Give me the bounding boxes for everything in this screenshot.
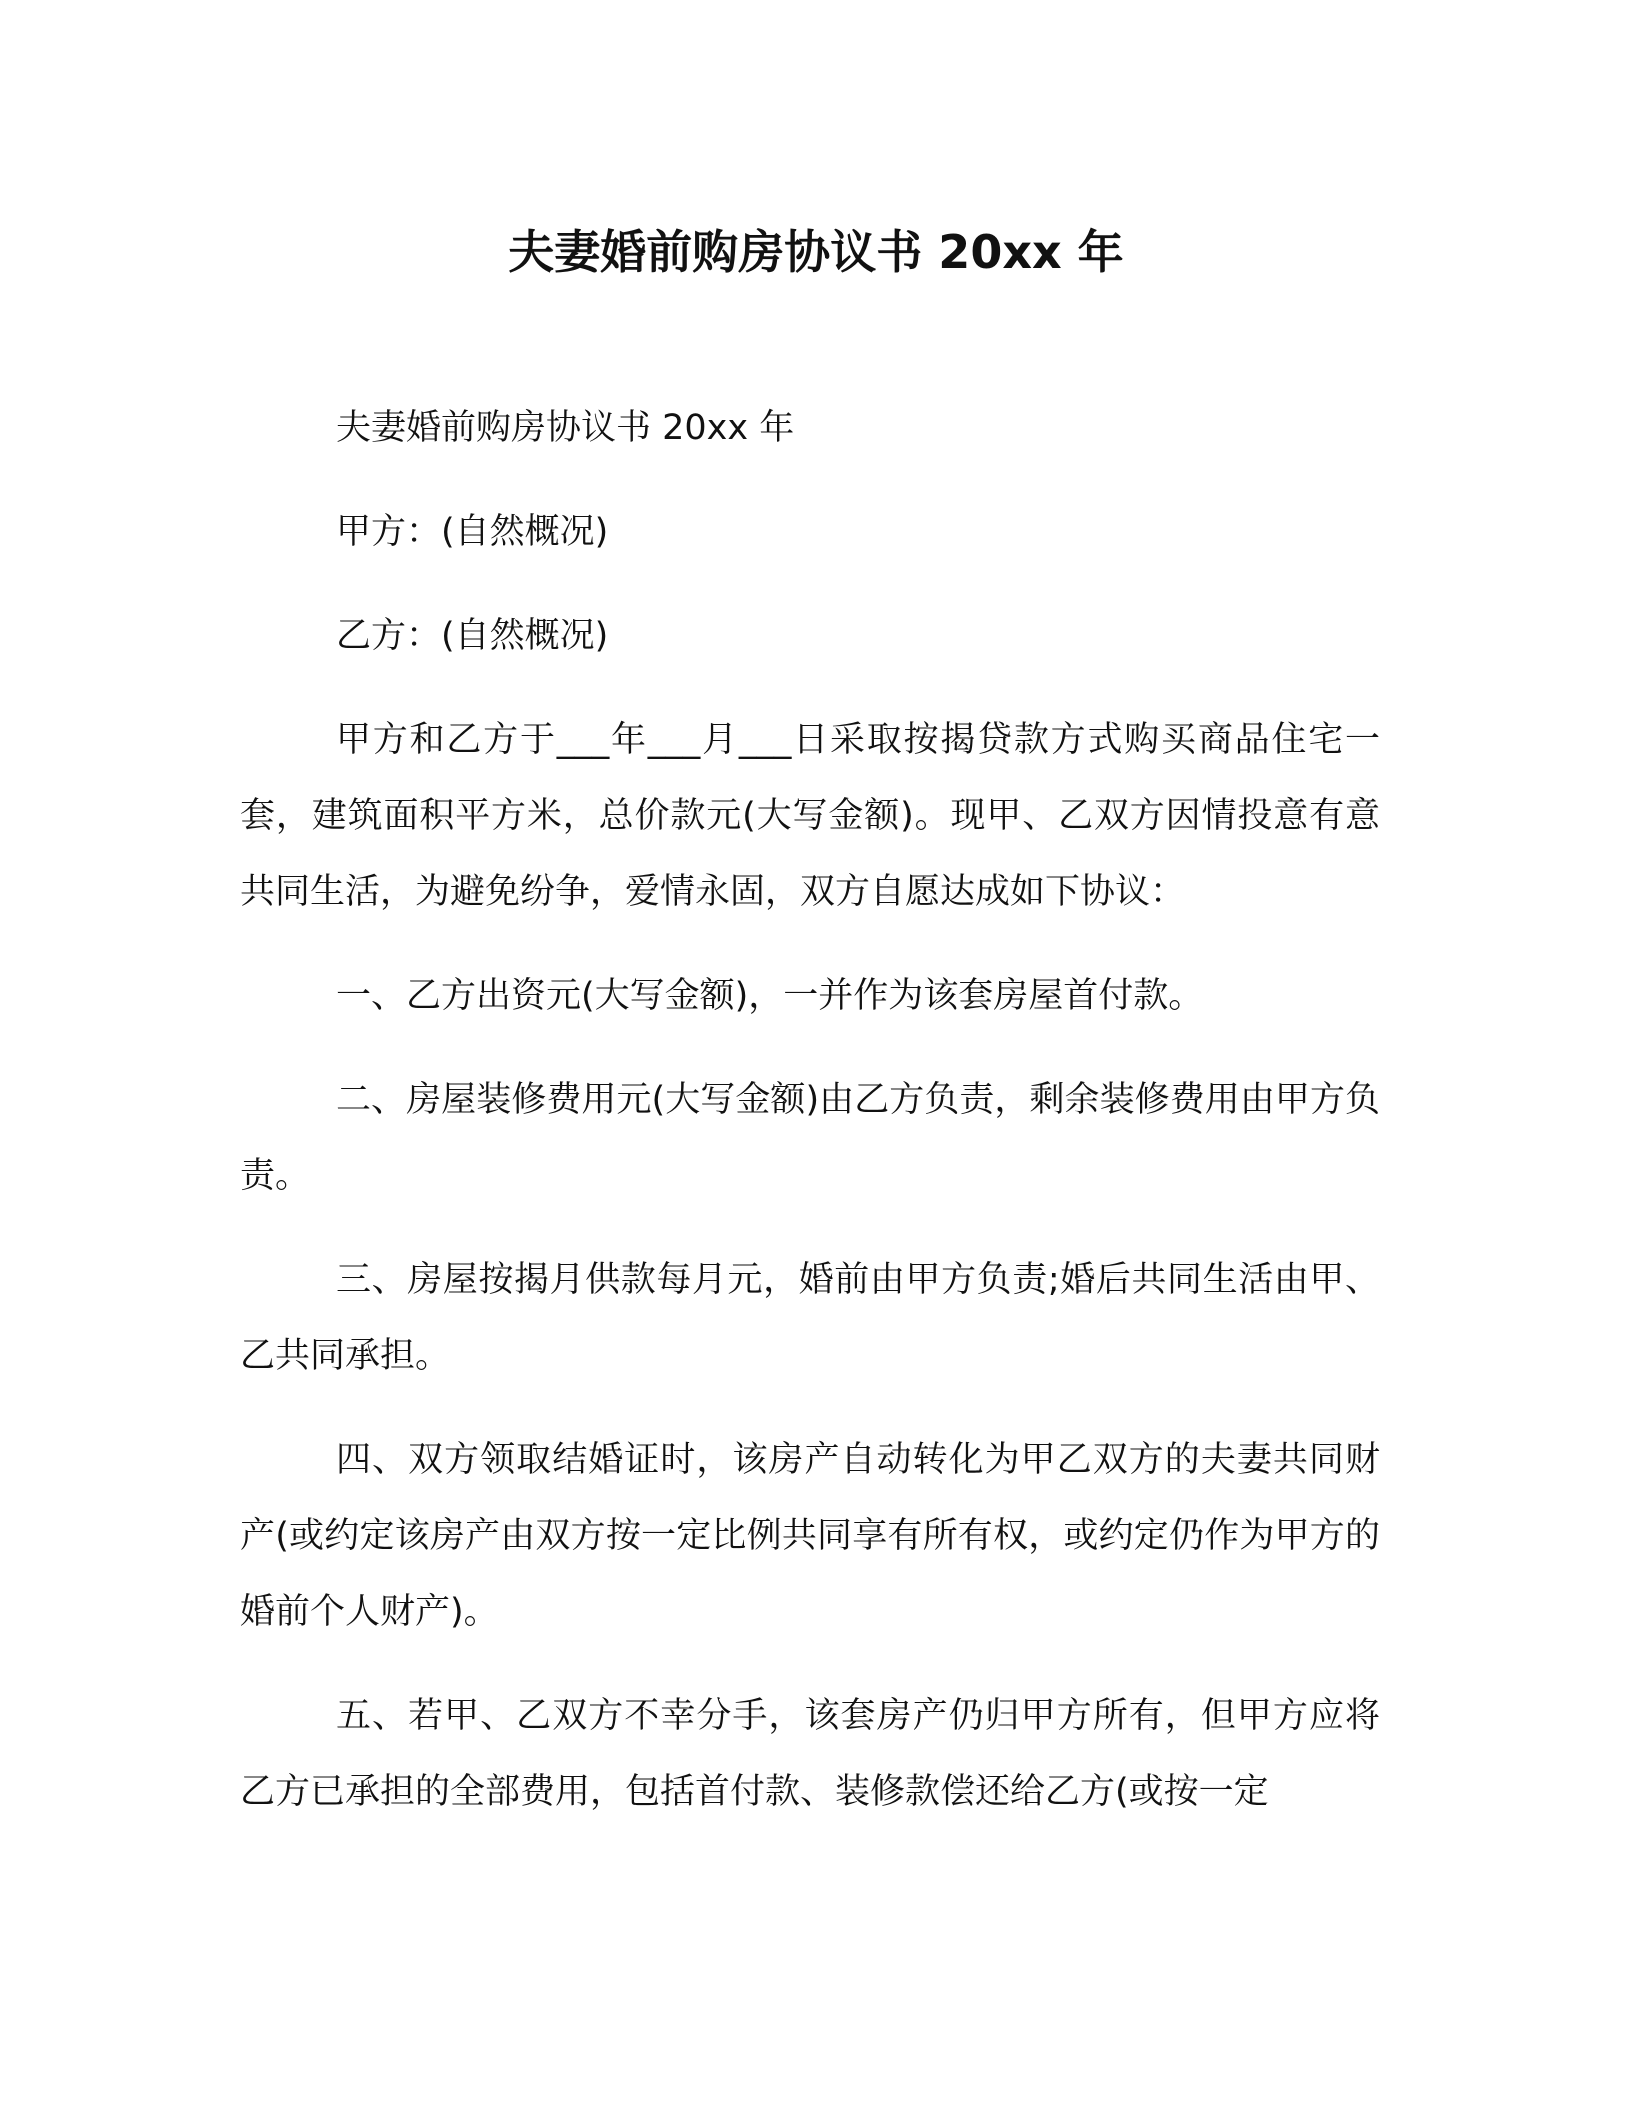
paragraph-clause-5: 五、若甲、乙双方不幸分手，该套房产仍归甲方所有，但甲方应将乙方已承担的全部费用，包括首付款、装修款偿还给乙方(或按一定	[240, 1696, 1380, 1812]
paragraph-clause-3: 三、房屋按揭月供款每月元，婚前由甲方负责;婚后共同生活由甲、乙共同承担。	[240, 1260, 1380, 1376]
paragraph-party-a: 甲方：(自然概况)	[336, 512, 609, 552]
paragraph-party-b: 乙方：(自然概况)	[336, 616, 609, 656]
document-title: 夫妻婚前购房协议书 20xx 年	[508, 225, 1124, 279]
document-body	[240, 390, 1380, 1858]
paragraph-clause-2: 二、房屋装修费用元(大写金额)由乙方负责，剩余装修费用由甲方负责。	[240, 1080, 1380, 1196]
paragraph-preamble: 甲方和乙方于___年___月___日采取按揭贷款方式购买商品住宅一套，建筑面积平方米，总价款元(大写金额)。现甲、乙双方因情投意有意共同生活，为避免纷争，爱情永固，双方自愿达成如下协议：	[240, 720, 1380, 912]
paragraph-subtitle: 夫妻婚前购房协议书 20xx 年	[336, 408, 795, 448]
paragraph-clause-4: 四、双方领取结婚证时，该房产自动转化为甲乙双方的夫妻共同财产(或约定该房产由双方按一定比例共同享有所有权，或约定仍作为甲方的婚前个人财产)。	[240, 1440, 1380, 1632]
paragraph-clause-1: 一、乙方出资元(大写金额)，一并作为该套房屋首付款。	[336, 976, 1204, 1016]
